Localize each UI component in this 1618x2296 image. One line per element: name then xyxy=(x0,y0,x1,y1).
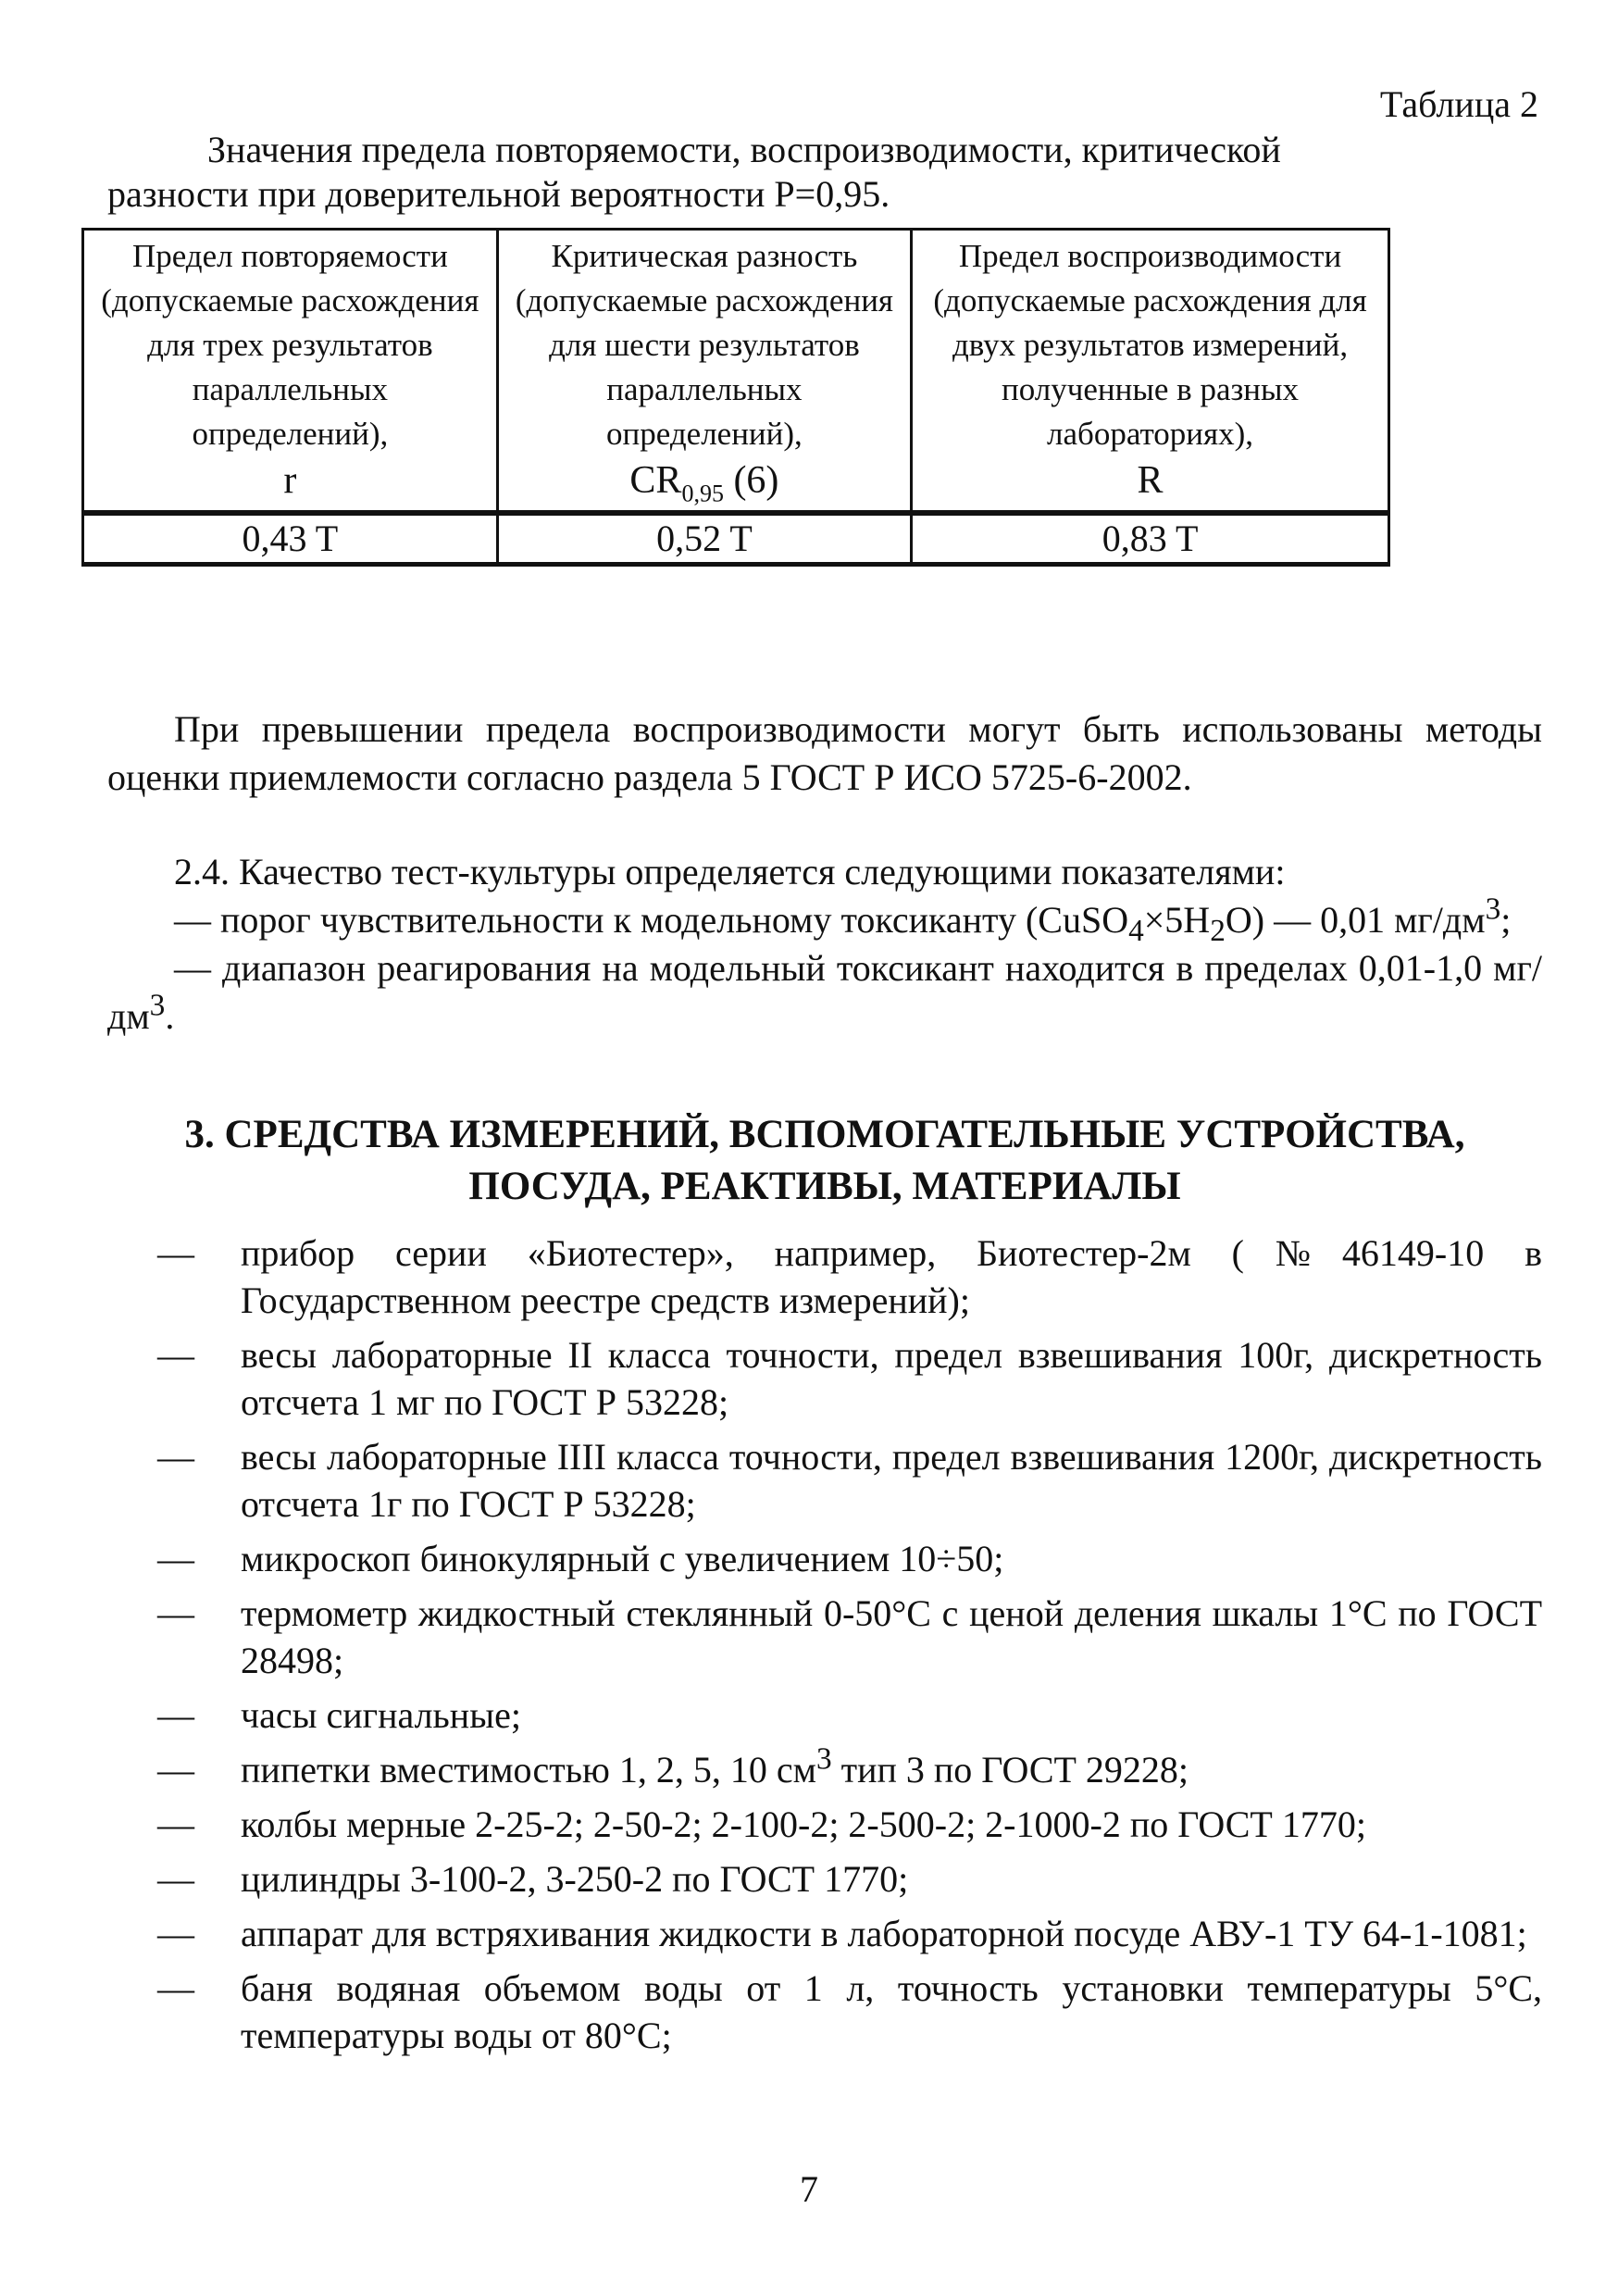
table-values-row xyxy=(83,513,1389,565)
list-item: — термометр жидкостный стеклянный 0-50°С с ценой деления шкалы 1°С по ГОСТ 28498; xyxy=(157,1590,1542,1684)
precision-table xyxy=(81,228,1390,567)
header-repeatability-symbol: r xyxy=(283,459,297,502)
equipment-list xyxy=(157,1229,1542,2066)
value-reproducibility: 0,83 T xyxy=(912,513,1389,565)
header-critical-difference-symbol: $CR_{0,95}$ (6) xyxy=(629,459,779,507)
dash-bullet: — xyxy=(157,1967,194,2009)
dash-bullet: — xyxy=(157,1538,194,1579)
header-repeatability xyxy=(83,230,498,514)
header-critical-difference xyxy=(497,230,911,514)
paragraph-reproducibility: При превышении предела воспроизводимости могут быть использованы методы оценки приемлемости согласно раздела 5 ГОСТ Р ИСО 5725-6-2002. xyxy=(107,708,1542,798)
quality-item-sensitivity: — порог чувствительности к модельному токсиканту $(CuSO_4\times 5H_2O)$ — 0,01 $мг/дм^3$; xyxy=(174,892,1512,948)
dash-bullet: — xyxy=(157,1913,194,1954)
list-item: — часы сигнальные; xyxy=(157,1691,1542,1739)
header-reproducibility xyxy=(912,230,1389,514)
table-label: Таблица 2 xyxy=(1379,83,1538,125)
list-item: — микроскоп бинокулярный с увеличением 10÷50; xyxy=(157,1535,1542,1582)
list-item: — цилиндры 3-100-2, 3-250-2 по ГОСТ 1770; xyxy=(157,1855,1542,1903)
quality-indicators xyxy=(107,848,1542,1041)
list-item: — баня водяная объемом воды от 1 л, точность установки температуры 5°С, температуры воды от 80°С; xyxy=(157,1965,1542,2059)
list-item: — аппарат для встряхивания жидкости в лабораторной посуде АВУ-1 ТУ 64-1-1081; xyxy=(157,1910,1542,1957)
header-critical-difference-text: Критическая разность (допускаемые расхождения для шести результатов параллельных определений), xyxy=(515,238,894,452)
section-heading xyxy=(107,1109,1542,1213)
dash-bullet: — xyxy=(157,1858,194,1900)
dash-bullet: — xyxy=(157,1334,194,1376)
list-item: — колбы мерные 2-25-2; 2-50-2; 2-100-2; 2-500-2; 2-1000-2 по ГОСТ 1770; xyxy=(157,1801,1542,1848)
dash-bullet: — xyxy=(157,1232,194,1274)
table-header-row xyxy=(83,230,1389,514)
list-item: — весы лабораторные II класса точности, предел взвешивания 100г, дискретность отсчета 1 мг по ГОСТ Р 53228; xyxy=(157,1331,1542,1426)
quality-intro: 2.4. Качество тест-культуры определяется следующими показателями: xyxy=(174,851,1286,892)
list-item: — весы лабораторные IIII класса точности, предел взвешивания 1200г, дискретность отсчета 1г по ГОСТ Р 53228; xyxy=(157,1433,1542,1528)
value-critical-difference: 0,52 T xyxy=(497,513,911,565)
quality-item-range: — диапазон реагирования на модельный токсикант находится в пределах 0,01-1,0 $мг/дм^3$. xyxy=(107,947,1542,1037)
section-heading-line-1: 3. СРЕДСТВА ИЗМЕРЕНИЙ, ВСПОМОГАТЕЛЬНЫЕ УСТРОЙСТВА, xyxy=(184,1113,1465,1156)
section-heading-line-2: ПОСУДА, РЕАКТИВЫ, МАТЕРИАЛЫ xyxy=(468,1165,1181,1208)
dash-bullet: — xyxy=(157,1436,194,1478)
dash-bullet: — xyxy=(157,1694,194,1736)
table-caption-line-2: разности при доверительной вероятности P=0,95. xyxy=(107,173,890,215)
list-item: — прибор серии «Биотестер», например, Биотестер-2м (№46149-10 в Государственном реестре средств измерений); xyxy=(157,1229,1542,1324)
header-reproducibility-text: Предел воспроизводимости (допускаемые расхождения для двух результатов измерений, полученные в разных лабораториях), xyxy=(933,238,1367,452)
table-caption xyxy=(107,128,1459,217)
table-caption-line-1: Значения предела повторяемости, воспроизводимости, критической xyxy=(207,129,1281,170)
dash-bullet: — xyxy=(157,1592,194,1634)
value-repeatability: 0,43 T xyxy=(83,513,498,565)
header-repeatability-text: Предел повторяемости (допускаемые расхождения для трех результатов параллельных определений), xyxy=(101,238,479,452)
dash-bullet: — xyxy=(157,1803,194,1845)
dash-bullet: — xyxy=(157,1749,194,1791)
list-item: — пипетки вместимостью 1, 2, 5, 10 $см^3$ тип 3 по ГОСТ 29228; xyxy=(157,1746,1542,1793)
header-reproducibility-symbol: R xyxy=(1137,459,1164,502)
page-number: 7 xyxy=(800,2168,818,2210)
